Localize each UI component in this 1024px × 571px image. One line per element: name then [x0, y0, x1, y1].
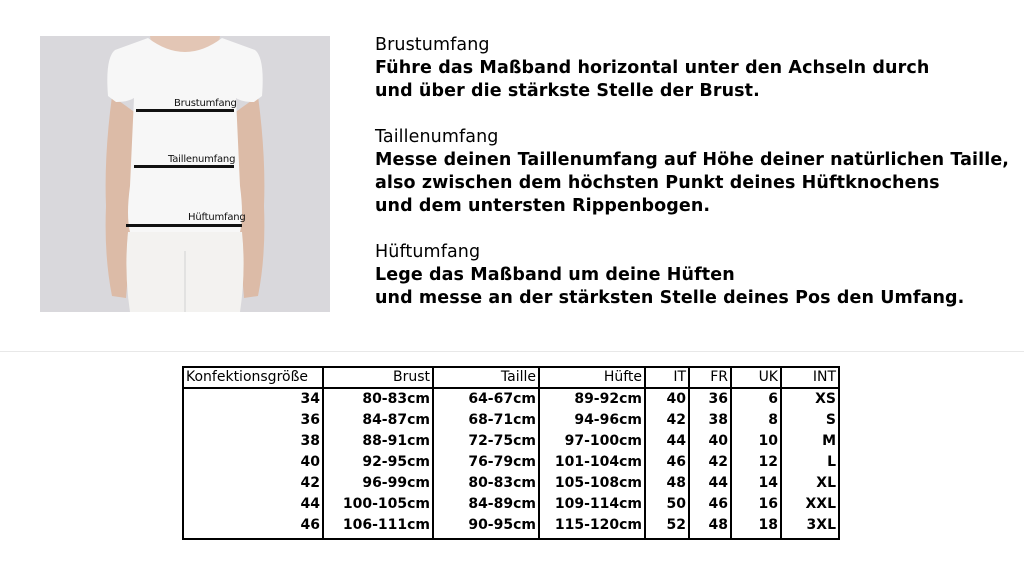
table-cell: 8 — [731, 410, 781, 431]
size-chart-table — [182, 366, 840, 540]
instruction-title: Brustumfang — [375, 35, 490, 55]
waist-measure-label: Taillenumfang — [168, 154, 236, 165]
table-cell: 16 — [731, 494, 781, 515]
instruction-chest — [375, 34, 1015, 103]
instruction-line: und dem untersten Rippenbogen. — [375, 196, 711, 216]
table-cell: 40 — [183, 452, 323, 473]
table-row — [183, 452, 839, 473]
instruction-title: Hüftumfang — [375, 242, 481, 262]
table-cell: 101-104cm — [539, 452, 645, 473]
table-row — [183, 431, 839, 452]
instruction-line: und über die stärkste Stelle der Brust. — [375, 81, 760, 101]
table-row — [183, 410, 839, 431]
table-cell: 80-83cm — [323, 388, 433, 410]
table-row — [183, 494, 839, 515]
table-row — [183, 473, 839, 494]
chest-measure-line — [136, 109, 234, 112]
table-cell: 84-87cm — [323, 410, 433, 431]
table-cell: 38 — [183, 431, 323, 452]
measuring-instructions — [375, 34, 1015, 333]
instruction-hip — [375, 241, 1015, 310]
table-row — [183, 388, 839, 410]
table-cell: 12 — [731, 452, 781, 473]
table-cell: 44 — [183, 494, 323, 515]
table-header-row — [183, 367, 839, 388]
measurement-photo — [40, 36, 330, 312]
table-cell: 115-120cm — [539, 515, 645, 539]
table-row — [183, 515, 839, 539]
table-cell: 84-89cm — [433, 494, 539, 515]
column-header: IT — [645, 367, 689, 388]
table-cell: 42 — [689, 452, 731, 473]
table-cell: XL — [781, 473, 839, 494]
table-cell: 96-99cm — [323, 473, 433, 494]
table-cell: 105-108cm — [539, 473, 645, 494]
instruction-line: Messe deinen Taillenumfang auf Höhe deiner natürlichen Taille, — [375, 150, 1010, 170]
instruction-title: Taillenumfang — [375, 127, 499, 147]
table-cell: 72-75cm — [433, 431, 539, 452]
section-divider — [0, 351, 1024, 352]
column-header: INT — [781, 367, 839, 388]
table-cell: 46 — [645, 452, 689, 473]
table-cell: 36 — [689, 388, 731, 410]
table-cell: 48 — [645, 473, 689, 494]
table-cell: XS — [781, 388, 839, 410]
table-cell: 42 — [183, 473, 323, 494]
table-cell: 48 — [689, 515, 731, 539]
waist-measure-line — [134, 165, 234, 168]
table-cell: 3XL — [781, 515, 839, 539]
table-cell: 94-96cm — [539, 410, 645, 431]
table-cell: 50 — [645, 494, 689, 515]
table-cell: XXL — [781, 494, 839, 515]
table-cell: 34 — [183, 388, 323, 410]
table-cell: M — [781, 431, 839, 452]
table-cell: 106-111cm — [323, 515, 433, 539]
table-cell: 100-105cm — [323, 494, 433, 515]
table-cell: 80-83cm — [433, 473, 539, 494]
table-cell: 44 — [689, 473, 731, 494]
table-cell: 109-114cm — [539, 494, 645, 515]
table-cell: S — [781, 410, 839, 431]
column-header: Konfektionsgröße — [183, 367, 323, 388]
column-header: Hüfte — [539, 367, 645, 388]
table-cell: 44 — [645, 431, 689, 452]
table-cell: 36 — [183, 410, 323, 431]
table-cell: 46 — [183, 515, 323, 539]
instruction-line: Führe das Maßband horizontal unter den Achseln durch — [375, 58, 930, 78]
table-cell: 40 — [689, 431, 731, 452]
instruction-line: Lege das Maßband um deine Hüften — [375, 265, 735, 285]
instruction-line: und messe an der stärksten Stelle deines Pos den Umfang. — [375, 288, 965, 308]
table-cell: 90-95cm — [433, 515, 539, 539]
table-cell: 76-79cm — [433, 452, 539, 473]
table-cell: 52 — [645, 515, 689, 539]
tshirt-model-illustration — [40, 36, 330, 312]
table-cell: 40 — [645, 388, 689, 410]
table-cell: 88-91cm — [323, 431, 433, 452]
column-header: UK — [731, 367, 781, 388]
table-cell: 89-92cm — [539, 388, 645, 410]
table-cell: 46 — [689, 494, 731, 515]
column-header: Brust — [323, 367, 433, 388]
column-header: Taille — [433, 367, 539, 388]
column-header: FR — [689, 367, 731, 388]
instruction-waist — [375, 126, 1015, 218]
table-cell: 10 — [731, 431, 781, 452]
table-cell: 68-71cm — [433, 410, 539, 431]
instruction-line: also zwischen dem höchsten Punkt deines Hüftknochens — [375, 173, 940, 193]
table-cell: 18 — [731, 515, 781, 539]
table-cell: 64-67cm — [433, 388, 539, 410]
table-cell: 97-100cm — [539, 431, 645, 452]
chest-measure-label: Brustumfang — [174, 98, 237, 109]
table-cell: 14 — [731, 473, 781, 494]
hip-measure-line — [126, 224, 242, 227]
table-cell: 92-95cm — [323, 452, 433, 473]
table-cell: L — [781, 452, 839, 473]
table-cell: 42 — [645, 410, 689, 431]
table-cell: 38 — [689, 410, 731, 431]
hip-measure-label: Hüftumfang — [188, 212, 246, 223]
table-cell: 6 — [731, 388, 781, 410]
